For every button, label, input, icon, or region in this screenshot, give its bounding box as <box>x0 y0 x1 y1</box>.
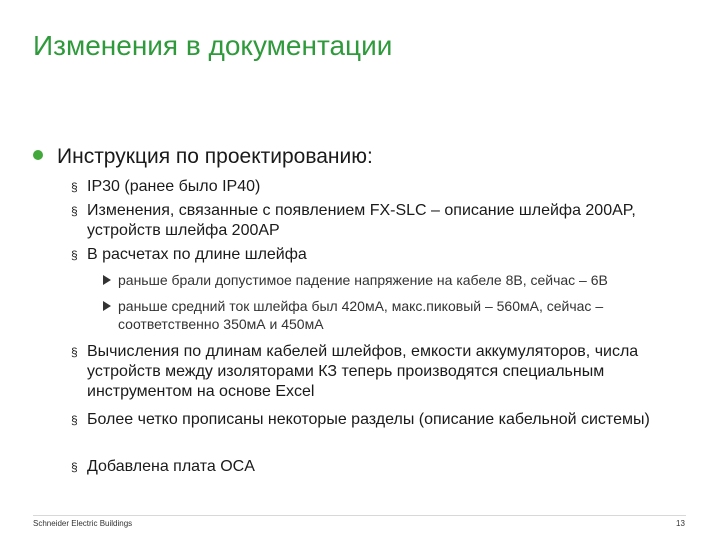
section-bullet-icon: § <box>71 204 78 218</box>
list-item-text: Добавлена плата OCA <box>87 458 255 475</box>
triangle-bullet-icon <box>103 301 111 311</box>
list-item <box>71 177 681 197</box>
bullet-dot-icon <box>33 150 43 160</box>
sub-list-item-text: раньше брали допустимое падение напряжение на кабеле 8В, сейчас – 6В <box>118 272 608 288</box>
sub-list-item-text: раньше средний ток шлейфа был 420мА, макс.пиковый – 560мА, сейчас – соответственно 350мА и 450мА <box>118 298 604 332</box>
triangle-bullet-icon <box>103 275 111 285</box>
list-item <box>71 342 681 402</box>
section-bullet-icon: § <box>71 248 78 262</box>
sub-list-item <box>103 271 693 289</box>
main-bullet-text: Инструкция по проектированию: <box>57 145 373 168</box>
section-bullet-icon: § <box>71 460 78 474</box>
main-bullet <box>33 145 373 169</box>
list-item <box>71 245 681 265</box>
footer-divider <box>33 515 686 516</box>
list-item-text: Изменения, связанные с появлением FX-SLC – описание шлейфа 200AP, устройств шлейфа 200AP <box>87 202 636 239</box>
list-item-text: IP30 (ранее было IP40) <box>87 178 261 195</box>
sub-list-item <box>103 297 693 333</box>
section-bullet-icon: § <box>71 413 78 427</box>
list-item-text: В расчетах по длине шлейфа <box>87 246 307 263</box>
list-item <box>71 201 681 241</box>
footer-company: Schneider Electric Buildings <box>33 519 133 528</box>
page-number: 13 <box>676 519 685 528</box>
list-item <box>71 457 681 477</box>
list-item <box>71 410 681 430</box>
list-item-text: Вычисления по длинам кабелей шлейфов, емкости аккумуляторов, числа устройств между изоляторами КЗ теперь производятся специальным инструментом на основе Excel <box>87 343 639 400</box>
list-item-text: Более четко прописаны некоторые разделы (описание кабельной системы) <box>87 411 650 428</box>
slide-title: Изменения в документации <box>33 30 393 61</box>
section-bullet-icon: § <box>71 180 78 194</box>
section-bullet-icon: § <box>71 345 78 359</box>
